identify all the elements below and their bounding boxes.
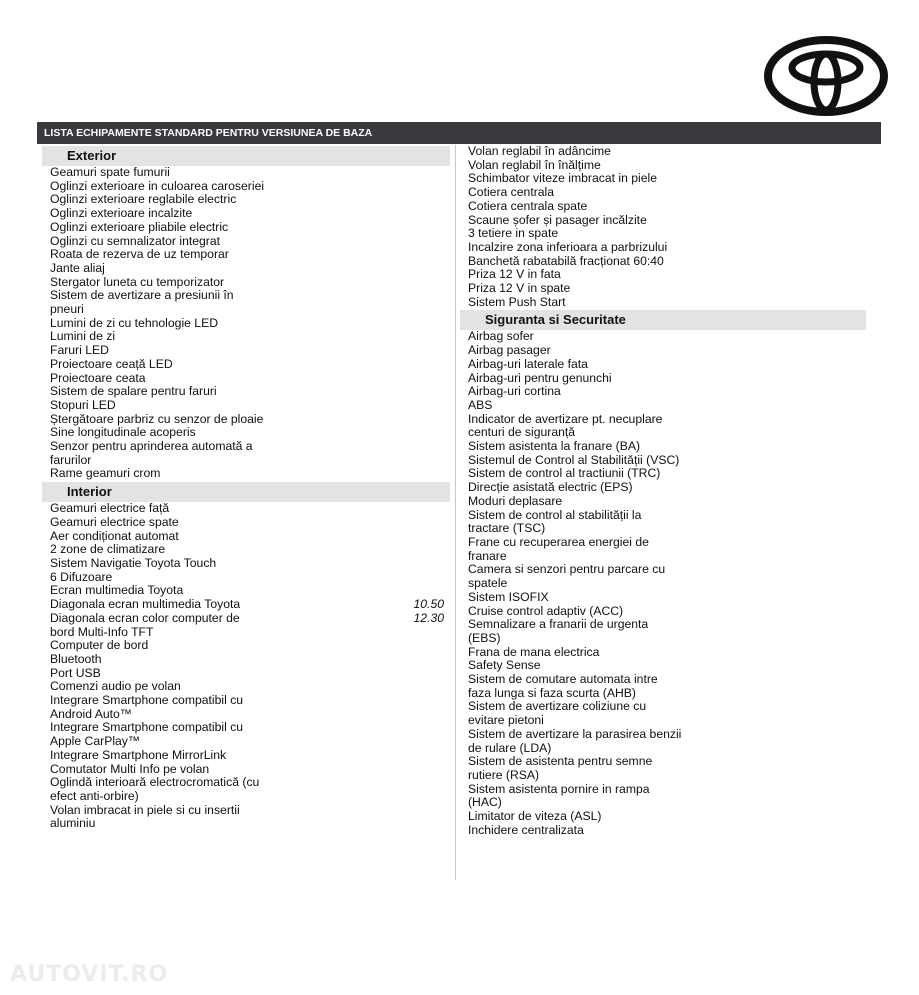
item-label: Lumini de zi cu tehnologie LED	[50, 315, 219, 330]
watermark: AUTOVIT.RO	[10, 962, 169, 987]
list-item	[42, 372, 450, 386]
item-label: Banchetă rabatabilă fracționat 60:40	[468, 253, 664, 268]
list-item	[42, 639, 450, 653]
list-item	[42, 330, 450, 344]
list-item	[460, 296, 866, 310]
list-item	[42, 612, 450, 639]
list-item	[42, 193, 450, 207]
item-label: Sistem asistenta pornire in rampa (HAC)	[468, 781, 650, 810]
item-label: Sistem de spalare pentru faruri	[50, 384, 217, 399]
list-item	[42, 776, 450, 803]
list-item	[460, 268, 866, 282]
list-item	[460, 159, 866, 173]
list-item	[460, 536, 866, 563]
item-label: Semnalizare a franarii de urgenta (EBS)	[468, 617, 649, 645]
item-label: Schimbator viteze imbracat in piele	[468, 171, 657, 186]
list-item	[42, 180, 450, 194]
section-header-safety: Siguranta si Securitate	[460, 310, 866, 330]
list-item	[460, 659, 866, 673]
item-label: Indicator de avertizare pt. necuplare centuri de siguranță	[468, 411, 663, 440]
item-label: Stopuri LED	[50, 397, 116, 412]
list-item	[42, 317, 450, 331]
list-item	[460, 563, 866, 590]
list-item	[460, 454, 866, 468]
item-label: Frane cu recuperarea energiei de franare	[468, 534, 649, 563]
item-label: Senzor pentru aprinderea automată a farurilor	[50, 439, 253, 467]
list-item	[460, 824, 866, 838]
item-label: Sine longitudinale acoperis	[50, 425, 196, 440]
list-item	[460, 467, 866, 481]
list-item	[460, 440, 866, 454]
item-label: Airbag-uri pentru genunchi	[468, 370, 612, 385]
right-column	[460, 145, 866, 837]
list-item	[460, 618, 866, 645]
item-label: Sistem de avertizare la parasirea benzii de rulare (LDA)	[468, 726, 682, 755]
item-label: Inchidere centralizata	[468, 822, 584, 837]
list-item	[460, 241, 866, 255]
item-label: Airbag sofer	[468, 329, 534, 344]
item-label: Sistem de avertizare coliziune cu evitare pietoni	[468, 699, 647, 728]
item-label: Geamuri electrice față	[50, 501, 170, 516]
item-label: Airbag pasager	[468, 343, 551, 358]
item-label: Sistem asistenta la franare (BA)	[468, 439, 641, 454]
list-item	[460, 145, 866, 159]
list-item	[460, 399, 866, 413]
item-label: Frana de mana electrica	[468, 644, 600, 659]
item-label: Sistem Navigatie Toyota Touch	[50, 555, 217, 570]
item-label: Oglindă interioară electrocromatică (cu efect anti-orbire)	[50, 775, 260, 803]
list-item	[460, 255, 866, 269]
item-label: Lumini de zi	[50, 329, 116, 344]
item-label: Volan reglabil în adâncime	[468, 144, 611, 158]
item-label: Integrare Smartphone compatibil cu Android Auto™	[50, 693, 244, 721]
item-label: Volan reglabil în înălțime	[468, 157, 601, 172]
list-item	[42, 571, 450, 585]
list-item	[42, 248, 450, 262]
interior-list	[42, 502, 450, 831]
item-label: Volan imbracat in piele si cu insertii aluminiu	[50, 802, 240, 831]
item-label: ABS	[468, 397, 493, 412]
item-label: Sistem de comutare automata intre faza lunga si faza scurta (AHB)	[468, 672, 658, 700]
list-item	[460, 495, 866, 509]
list-item	[460, 509, 866, 536]
section-header-exterior: Exterior	[42, 146, 450, 166]
list-item	[460, 591, 866, 605]
list-item	[460, 358, 866, 372]
item-label: Priza 12 V in fata	[468, 267, 561, 282]
list-item	[460, 282, 866, 296]
list-item	[460, 728, 866, 755]
item-label: Sistem de avertizare a presiunii în pneuri	[50, 288, 234, 317]
list-item	[460, 673, 866, 700]
list-item	[42, 426, 450, 440]
item-value: 10.50	[413, 597, 444, 612]
list-item	[42, 763, 450, 777]
list-item	[460, 385, 866, 399]
item-label: Comenzi audio pe volan	[50, 679, 181, 694]
list-item	[460, 481, 866, 495]
list-item	[460, 172, 866, 186]
item-label: Cotiera centrala	[468, 185, 555, 200]
list-item	[42, 694, 450, 721]
item-label: Sistem de asistenta pentru semne rutiere (RSA)	[468, 754, 653, 782]
item-label: Oglinzi exterioare in culoarea caroseriei	[50, 178, 265, 193]
list-item	[42, 166, 450, 180]
item-label: Diagonala ecran color computer de bord Multi-Info TFT	[50, 610, 240, 639]
list-item	[42, 667, 450, 681]
page-title: LISTA ECHIPAMENTE STANDARD PENTRU VERSIUNEA DE BAZA	[37, 122, 881, 144]
item-label: Scaune șofer și pasager incălzite	[468, 212, 647, 227]
item-label: Ecran multimedia Toyota	[50, 583, 184, 598]
list-item	[42, 207, 450, 221]
item-label: Safety Sense	[468, 658, 541, 673]
item-label: Computer de bord	[50, 638, 149, 653]
list-item	[42, 804, 450, 831]
list-item	[460, 200, 866, 214]
item-label: Oglinzi exterioare reglabile electric	[50, 192, 237, 207]
column-divider	[455, 145, 456, 880]
list-item	[42, 358, 450, 372]
left-column	[42, 145, 450, 831]
item-label: Ștergătoare parbriz cu senzor de ploaie	[50, 411, 264, 426]
item-label: Geamuri spate fumurii	[50, 165, 170, 179]
exterior-list	[42, 166, 450, 481]
item-label: Integrare Smartphone compatibil cu Apple CarPlay™	[50, 720, 244, 749]
list-item	[42, 653, 450, 667]
list-item	[460, 227, 866, 241]
list-item	[42, 680, 450, 694]
toyota-logo-icon	[764, 36, 888, 116]
list-item	[42, 385, 450, 399]
list-item	[42, 399, 450, 413]
section-header-interior: Interior	[42, 482, 450, 502]
list-item	[42, 221, 450, 235]
item-label: Priza 12 V in spate	[468, 281, 571, 296]
list-item	[42, 235, 450, 249]
list-item	[42, 344, 450, 358]
item-label: Oglinzi cu semnalizator integrat	[50, 233, 221, 248]
list-item	[42, 557, 450, 571]
item-label: Sistem de control al stabilității la tractare (TSC)	[468, 507, 642, 536]
list-item	[42, 543, 450, 557]
item-label: Port USB	[50, 665, 101, 680]
list-item	[42, 502, 450, 516]
item-label: Stergator luneta cu temporizator	[50, 274, 225, 289]
list-item	[42, 598, 450, 612]
list-item	[460, 372, 866, 386]
item-label: Limitator de viteza (ASL)	[468, 809, 602, 824]
list-item	[42, 467, 450, 481]
item-label: Comutator Multi Info pe volan	[50, 761, 210, 776]
item-label: 3 tetiere in spate	[468, 226, 559, 241]
item-label: Proiectoare ceata	[50, 370, 146, 385]
item-label: Aer condiționat automat	[50, 528, 179, 543]
item-label: Oglinzi exterioare incalzite	[50, 206, 193, 221]
list-item	[42, 440, 450, 467]
item-label: Sistem ISOFIX	[468, 589, 549, 604]
item-label: Cotiera centrala spate	[468, 198, 588, 213]
list-item	[460, 344, 866, 358]
item-label: Direcție asistată electric (EPS)	[468, 480, 633, 495]
item-label: 6 Difuzoare	[50, 569, 113, 584]
item-label: Diagonala ecran multimedia Toyota	[50, 597, 241, 612]
list-item	[42, 289, 450, 316]
item-label: Rame geamuri crom	[50, 466, 161, 481]
list-item	[460, 755, 866, 782]
item-label: Camera si senzori pentru parcare cu spatele	[468, 562, 666, 591]
list-item	[42, 584, 450, 598]
item-label: Roata de rezerva de uz temporar	[50, 247, 229, 262]
item-label: Sistem Push Start	[468, 294, 566, 309]
item-label: Bluetooth	[50, 651, 102, 666]
list-item	[460, 700, 866, 727]
list-item	[460, 646, 866, 660]
item-label: Incalzire zona inferioara a parbrizului	[468, 239, 668, 254]
item-label: 2 zone de climatizare	[50, 542, 166, 557]
list-item	[42, 516, 450, 530]
list-item	[460, 413, 866, 440]
item-label: Airbag-uri laterale fata	[468, 356, 588, 371]
item-label: Jante aliaj	[50, 260, 105, 275]
item-label: Faruri LED	[50, 343, 109, 358]
list-item	[42, 262, 450, 276]
item-label: Proiectoare ceață LED	[50, 356, 173, 371]
list-item	[460, 783, 866, 810]
list-item	[460, 186, 866, 200]
list-item	[42, 530, 450, 544]
item-label: Oglinzi exterioare pliabile electric	[50, 219, 229, 234]
list-item	[42, 721, 450, 748]
item-label: Airbag-uri cortina	[468, 384, 561, 399]
interior-continued-list	[460, 145, 866, 309]
list-item	[460, 330, 866, 344]
list-item	[42, 413, 450, 427]
item-label: Sistemul de Control al Stabilității (VSC)	[468, 452, 680, 467]
list-item	[460, 810, 866, 824]
safety-list	[460, 330, 866, 837]
list-item	[42, 749, 450, 763]
item-label: Geamuri electrice spate	[50, 514, 179, 529]
list-item	[42, 276, 450, 290]
item-label: Moduri deplasare	[468, 493, 563, 508]
list-item	[460, 605, 866, 619]
item-value: 12.30	[413, 610, 444, 625]
item-label: Sistem de control al tractiunii (TRC)	[468, 466, 661, 481]
item-label: Integrare Smartphone MirrorLink	[50, 747, 227, 762]
item-label: Cruise control adaptiv (ACC)	[468, 603, 624, 618]
list-item	[460, 214, 866, 228]
